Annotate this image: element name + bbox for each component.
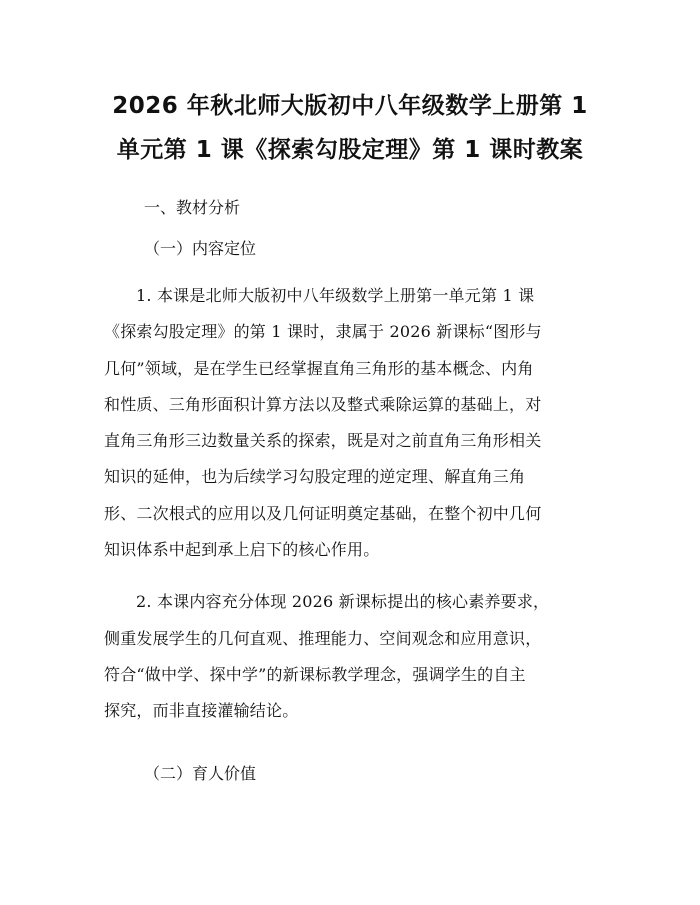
subsection-heading-content-positioning: （一）内容定位 — [144, 239, 257, 258]
paragraph-2-line: 探究，而非直接灌输结论。 — [104, 701, 299, 721]
paragraph-1-line: 1. 本课是北师大版初中八年级数学上册第一单元第 1 课 — [136, 286, 535, 305]
title-line-2: 单元第 1 课《探索勾股定理》第 1 课时教案 — [116, 137, 584, 163]
paragraph-2 — [104, 584, 596, 729]
document-title — [104, 0, 596, 172]
paragraph-1-line: 和性质、三角形面积计算方法以及整式乘除运算的基础上，对 — [104, 394, 542, 414]
title-line-1: 2026 年秋北师大版初中八年级数学上册第 1 — [112, 93, 588, 119]
paragraph-1-line: 形、二次根式的应用以及几何证明奠定基础，在整个初中几何 — [104, 503, 542, 523]
paragraph-1-line: 《探索勾股定理》的第 1 课时，隶属于 2026 新课标“图形与 — [104, 322, 542, 342]
paragraph-1-line: 几何”领域，是在学生已经掌握直角三角形的基本概念、内角 — [104, 358, 534, 378]
paragraph-2-line: 侧重发展学生的几何直观、推理能力、空间观念和应用意识， — [104, 628, 542, 648]
paragraph-1-line: 直角三角形三边数量关系的探索，既是对之前直角三角形相关 — [104, 431, 542, 451]
paragraph-2-line: 2. 本课内容充分体现 2026 新课标提出的核心素养要求， — [136, 592, 550, 612]
paragraph-1-line: 知识体系中起到承上启下的核心作用。 — [104, 540, 380, 560]
paragraph-1 — [104, 278, 596, 568]
section-heading-teaching-material-analysis: 一、教材分析 — [144, 198, 241, 217]
paragraph-2-line: 符合“做中学、探中学”的新课标教学理念，强调学生的自主 — [104, 664, 526, 684]
paragraph-1-line: 知识的延伸，也为后续学习勾股定理的逆定理、解直角三角 — [104, 467, 526, 487]
subsection-heading-educational-value: （二）育人价值 — [144, 763, 257, 783]
